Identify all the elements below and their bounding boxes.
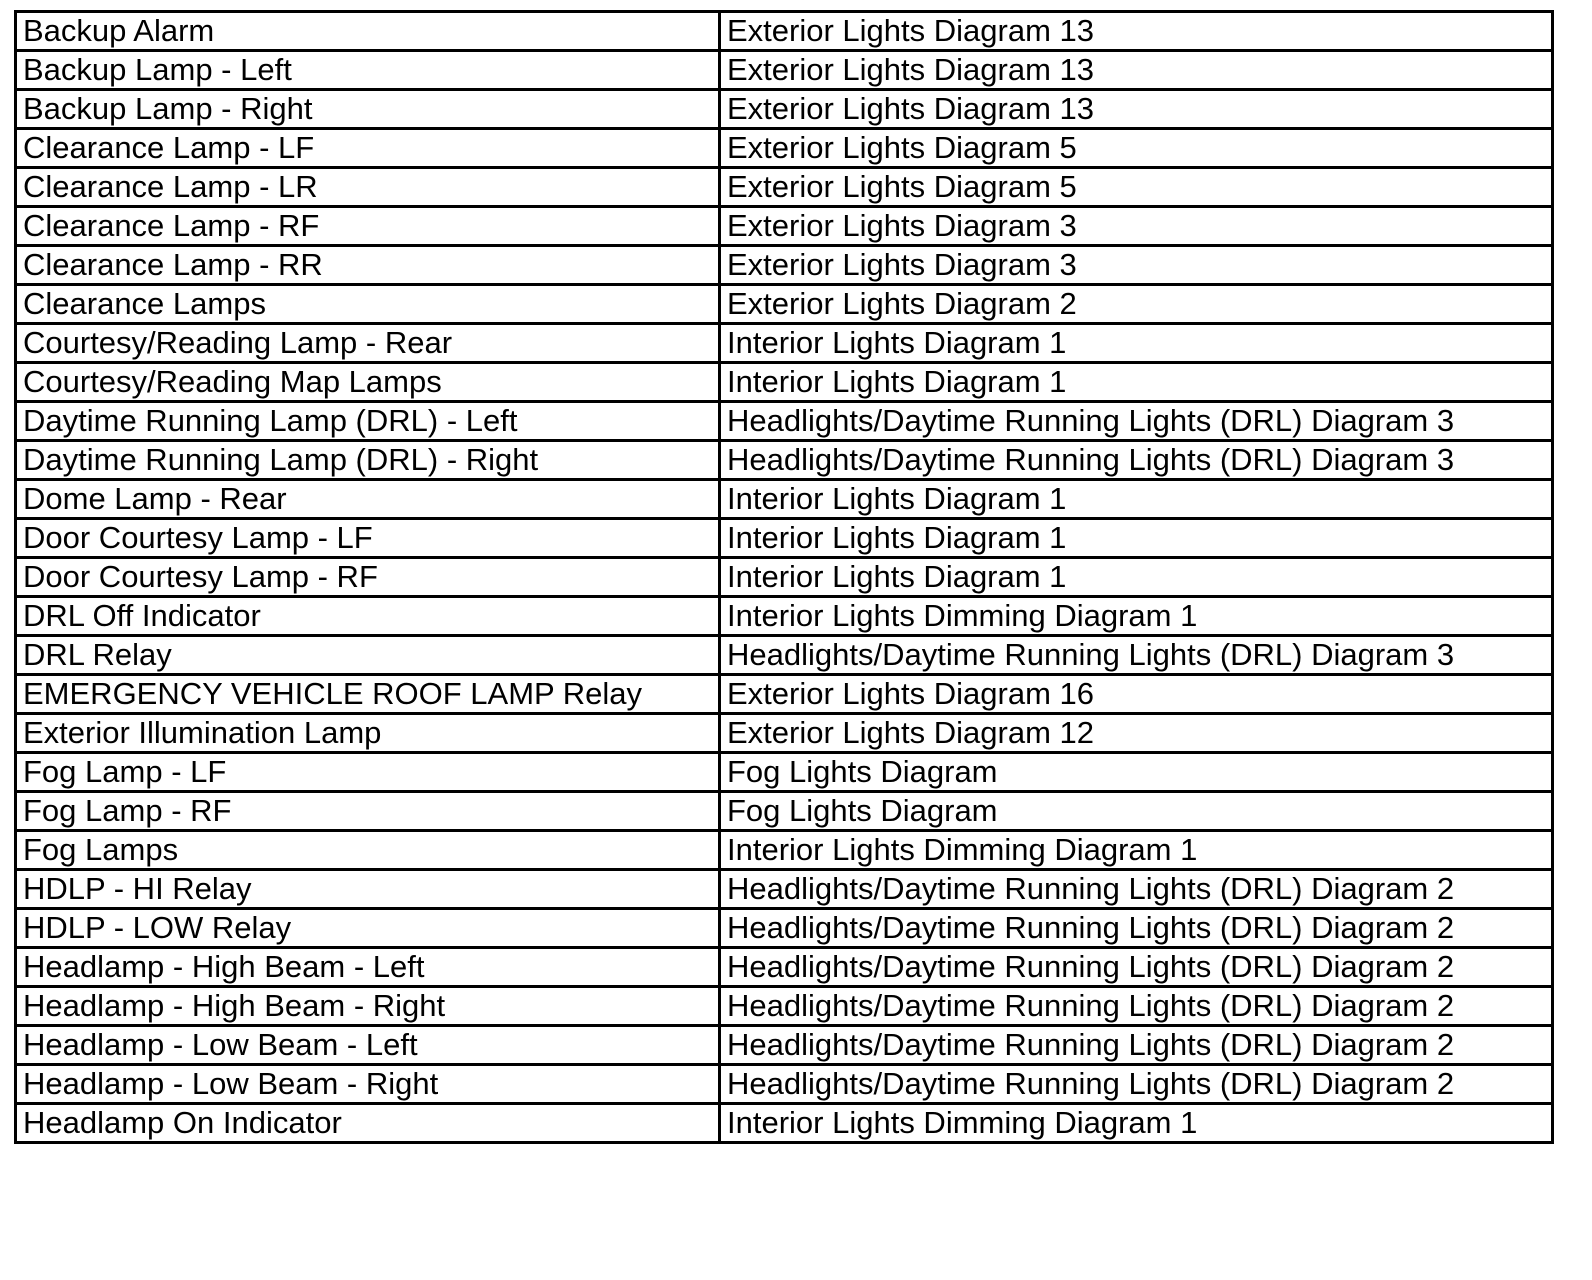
component-name-cell: Dome Lamp - Rear xyxy=(16,480,720,519)
table-row xyxy=(16,948,1553,987)
table-row xyxy=(16,1065,1553,1104)
table-row xyxy=(16,441,1553,480)
component-name-cell: Fog Lamp - RF xyxy=(16,792,720,831)
component-name-cell: Clearance Lamp - LF xyxy=(16,129,720,168)
diagram-reference-cell: Headlights/Daytime Running Lights (DRL) Diagram 2 xyxy=(720,909,1553,948)
table-body xyxy=(16,12,1553,1143)
diagram-reference-cell: Exterior Lights Diagram 5 xyxy=(720,168,1553,207)
component-name-cell: Backup Lamp - Left xyxy=(16,51,720,90)
diagram-reference-cell: Interior Lights Diagram 1 xyxy=(720,363,1553,402)
diagram-reference-cell: Exterior Lights Diagram 16 xyxy=(720,675,1553,714)
component-name-cell: Headlamp On Indicator xyxy=(16,1104,720,1143)
diagram-reference-cell: Headlights/Daytime Running Lights (DRL) Diagram 2 xyxy=(720,948,1553,987)
diagram-reference-cell: Exterior Lights Diagram 3 xyxy=(720,246,1553,285)
diagram-reference-cell: Headlights/Daytime Running Lights (DRL) Diagram 3 xyxy=(720,402,1553,441)
component-name-cell: HDLP - LOW Relay xyxy=(16,909,720,948)
table-row xyxy=(16,870,1553,909)
table-row xyxy=(16,519,1553,558)
diagram-reference-cell: Exterior Lights Diagram 3 xyxy=(720,207,1553,246)
diagram-reference-cell: Interior Lights Dimming Diagram 1 xyxy=(720,1104,1553,1143)
component-name-cell: Fog Lamp - LF xyxy=(16,753,720,792)
diagram-reference-cell: Exterior Lights Diagram 2 xyxy=(720,285,1553,324)
component-name-cell: Door Courtesy Lamp - LF xyxy=(16,519,720,558)
component-name-cell: HDLP - HI Relay xyxy=(16,870,720,909)
diagram-reference-cell: Exterior Lights Diagram 13 xyxy=(720,12,1553,51)
table-row xyxy=(16,51,1553,90)
diagram-reference-cell: Headlights/Daytime Running Lights (DRL) Diagram 3 xyxy=(720,441,1553,480)
diagram-reference-cell: Fog Lights Diagram xyxy=(720,753,1553,792)
table-row xyxy=(16,1104,1553,1143)
component-name-cell: Courtesy/Reading Map Lamps xyxy=(16,363,720,402)
diagram-reference-cell: Headlights/Daytime Running Lights (DRL) Diagram 2 xyxy=(720,987,1553,1026)
component-name-cell: Clearance Lamp - LR xyxy=(16,168,720,207)
component-name-cell: DRL Off Indicator xyxy=(16,597,720,636)
diagram-reference-cell: Interior Lights Dimming Diagram 1 xyxy=(720,831,1553,870)
component-name-cell: Fog Lamps xyxy=(16,831,720,870)
table-row xyxy=(16,675,1553,714)
table-row xyxy=(16,987,1553,1026)
component-name-cell: Headlamp - Low Beam - Left xyxy=(16,1026,720,1065)
component-name-cell: Daytime Running Lamp (DRL) - Right xyxy=(16,441,720,480)
diagram-reference-cell: Interior Lights Diagram 1 xyxy=(720,519,1553,558)
diagram-reference-cell: Exterior Lights Diagram 12 xyxy=(720,714,1553,753)
diagram-reference-cell: Interior Lights Diagram 1 xyxy=(720,324,1553,363)
table-row xyxy=(16,714,1553,753)
component-name-cell: Door Courtesy Lamp - RF xyxy=(16,558,720,597)
table-row xyxy=(16,831,1553,870)
diagram-reference-cell: Exterior Lights Diagram 5 xyxy=(720,129,1553,168)
component-name-cell: Headlamp - High Beam - Left xyxy=(16,948,720,987)
diagram-reference-cell: Headlights/Daytime Running Lights (DRL) Diagram 3 xyxy=(720,636,1553,675)
table-row xyxy=(16,1026,1553,1065)
table-row xyxy=(16,285,1553,324)
component-name-cell: Clearance Lamp - RR xyxy=(16,246,720,285)
table-row xyxy=(16,597,1553,636)
table-row xyxy=(16,129,1553,168)
component-name-cell: Headlamp - High Beam - Right xyxy=(16,987,720,1026)
table-row xyxy=(16,792,1553,831)
component-name-cell: Daytime Running Lamp (DRL) - Left xyxy=(16,402,720,441)
table-row xyxy=(16,12,1553,51)
diagram-reference-cell: Interior Lights Dimming Diagram 1 xyxy=(720,597,1553,636)
table-row xyxy=(16,909,1553,948)
table-row xyxy=(16,753,1553,792)
table-row xyxy=(16,90,1553,129)
table-row xyxy=(16,636,1553,675)
table-row xyxy=(16,324,1553,363)
table-row xyxy=(16,480,1553,519)
component-name-cell: Backup Lamp - Right xyxy=(16,90,720,129)
component-name-cell: Headlamp - Low Beam - Right xyxy=(16,1065,720,1104)
diagram-reference-cell: Headlights/Daytime Running Lights (DRL) Diagram 2 xyxy=(720,1026,1553,1065)
diagram-reference-cell: Exterior Lights Diagram 13 xyxy=(720,90,1553,129)
component-name-cell: Clearance Lamps xyxy=(16,285,720,324)
diagram-reference-cell: Headlights/Daytime Running Lights (DRL) Diagram 2 xyxy=(720,1065,1553,1104)
component-name-cell: Courtesy/Reading Lamp - Rear xyxy=(16,324,720,363)
table-row xyxy=(16,207,1553,246)
table-row xyxy=(16,363,1553,402)
component-name-cell: Clearance Lamp - RF xyxy=(16,207,720,246)
diagram-reference-cell: Exterior Lights Diagram 13 xyxy=(720,51,1553,90)
diagram-reference-cell: Interior Lights Diagram 1 xyxy=(720,480,1553,519)
table-row xyxy=(16,402,1553,441)
diagram-reference-cell: Fog Lights Diagram xyxy=(720,792,1553,831)
table-row xyxy=(16,168,1553,207)
component-name-cell: EMERGENCY VEHICLE ROOF LAMP Relay xyxy=(16,675,720,714)
diagram-reference-cell: Interior Lights Diagram 1 xyxy=(720,558,1553,597)
component-name-cell: DRL Relay xyxy=(16,636,720,675)
table-row xyxy=(16,558,1553,597)
table-row xyxy=(16,246,1553,285)
component-name-cell: Backup Alarm xyxy=(16,12,720,51)
component-index-table xyxy=(14,10,1554,1144)
component-name-cell: Exterior Illumination Lamp xyxy=(16,714,720,753)
diagram-reference-cell: Headlights/Daytime Running Lights (DRL) Diagram 2 xyxy=(720,870,1553,909)
